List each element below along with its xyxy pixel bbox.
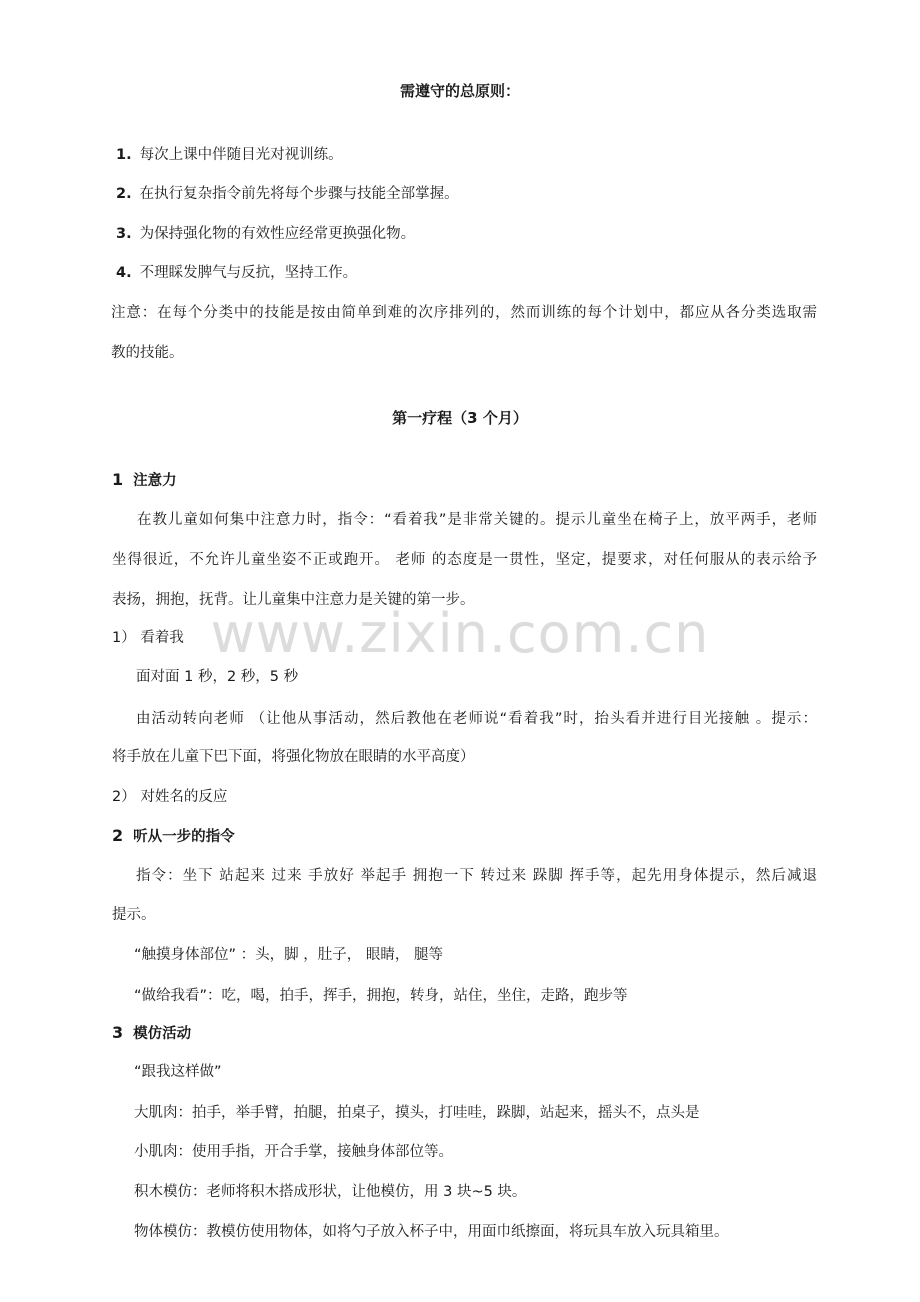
section-1-heading: [112, 470, 177, 491]
principle-1-text: 每次上课中伴随目光对视训练。: [139, 147, 343, 163]
note-line-1: 注意：在每个分类中的技能是按由简单到难的次序排列的，然而训练的每个计划中，都应从各分类选取需: [111, 305, 817, 321]
principle-2-number: 2.: [116, 186, 132, 202]
section-3-big-muscle: 大肌肉：拍手，举手臂，拍腿，拍桌子，摸头，打哇哇，跺脚，站起来，摇头不，点头是: [134, 1105, 700, 1121]
item-look-at-me-extra-line-2: 将手放在儿童下巴下面，将强化物放在眼睛的水平高度）: [112, 749, 475, 765]
note-line-2: 教的技能。: [111, 345, 184, 361]
item-look-at-me: 1） 看着我: [112, 630, 184, 646]
section-2-show-me: “做给我看”：吃，喝，拍手，挥手，拥抱，转身，站住，坐住，走路，跑步等: [134, 988, 628, 1004]
item-look-at-me-extra-line-1: 由活动转向老师 （让他从事活动，然后教他在老师说“看着我”时，抬头看并进行目光接触 。提示：: [136, 711, 817, 727]
section-3-number: 3: [112, 1023, 124, 1042]
section-3-title: 模仿活动: [133, 1026, 192, 1042]
item-name-response: 2） 对姓名的反应: [112, 789, 228, 805]
principle-4-text: 不理睬发脾气与反抗，坚持工作。: [139, 265, 358, 281]
principle-3-number: 3.: [116, 226, 132, 242]
principle-3-text: 为保持强化物的有效性应经常更换强化物。: [139, 226, 416, 242]
section-3-block-imitation: 积木模仿：老师将积木搭成形状，让他模仿，用 3 块~5 块。: [134, 1184, 527, 1200]
section-2-heading: [112, 826, 235, 847]
section-3-heading: [112, 1023, 191, 1044]
section-1-paragraph-line-3: 表扬，拥抱，抚背。让儿童集中注意力是关键的第一步。: [112, 592, 475, 608]
principle-1: [116, 145, 343, 165]
page-title: 需遵守的总原则：: [399, 82, 520, 100]
section-3-small-muscle: 小肌肉：使用手指，开合手掌，接触身体部位等。: [134, 1144, 453, 1160]
principle-2-text: 在执行复杂指令前先将每个步骤与技能全部掌握。: [139, 186, 459, 202]
section-2-commands-line-2: 提示。: [112, 907, 156, 923]
principle-2: [116, 184, 459, 204]
principle-4-number: 4.: [116, 265, 132, 281]
section-2-title: 听从一步的指令: [133, 829, 235, 845]
section-1-paragraph-line-1: 在教儿童如何集中注意力时，指令：“看着我”是非常关键的。提示儿童坐在椅子上，放平两手，老师: [137, 512, 817, 528]
section-3-follow-me: “跟我这样做”: [134, 1064, 222, 1080]
section-3-object-imitation: 物体模仿：教模仿使用物体，如将勺子放入杯子中，用面巾纸擦面，将玩具车放入玩具箱里。: [134, 1224, 729, 1240]
principle-4: [116, 263, 357, 283]
section-1-title: 注意力: [133, 473, 177, 489]
section-2-commands-line-1: 指令：坐下 站起来 过来 手放好 举起手 拥抱一下 转过来 跺脚 挥手等，起先用身体提示，然后减退: [136, 868, 817, 884]
section-2-touch-body: “触摸身体部位” ：头，脚 ，肚子， 眼睛， 腿等: [134, 947, 443, 963]
section-1-number: 1: [112, 470, 124, 489]
item-look-at-me-detail: 面对面 1 秒，2 秒，5 秒: [136, 669, 299, 685]
watermark: www.zixin.com.cn: [210, 602, 710, 665]
principle-1-number: 1.: [116, 147, 132, 163]
principle-3: [116, 224, 415, 244]
course-title: 第一疗程（3 个月）: [392, 409, 528, 427]
section-2-number: 2: [112, 826, 124, 845]
section-1-paragraph-line-2: 坐得很近，不允许儿童坐姿不正或跑开。 老师 的态度是一贯性，坚定，提要求，对任何服从的表示给予: [112, 552, 817, 568]
